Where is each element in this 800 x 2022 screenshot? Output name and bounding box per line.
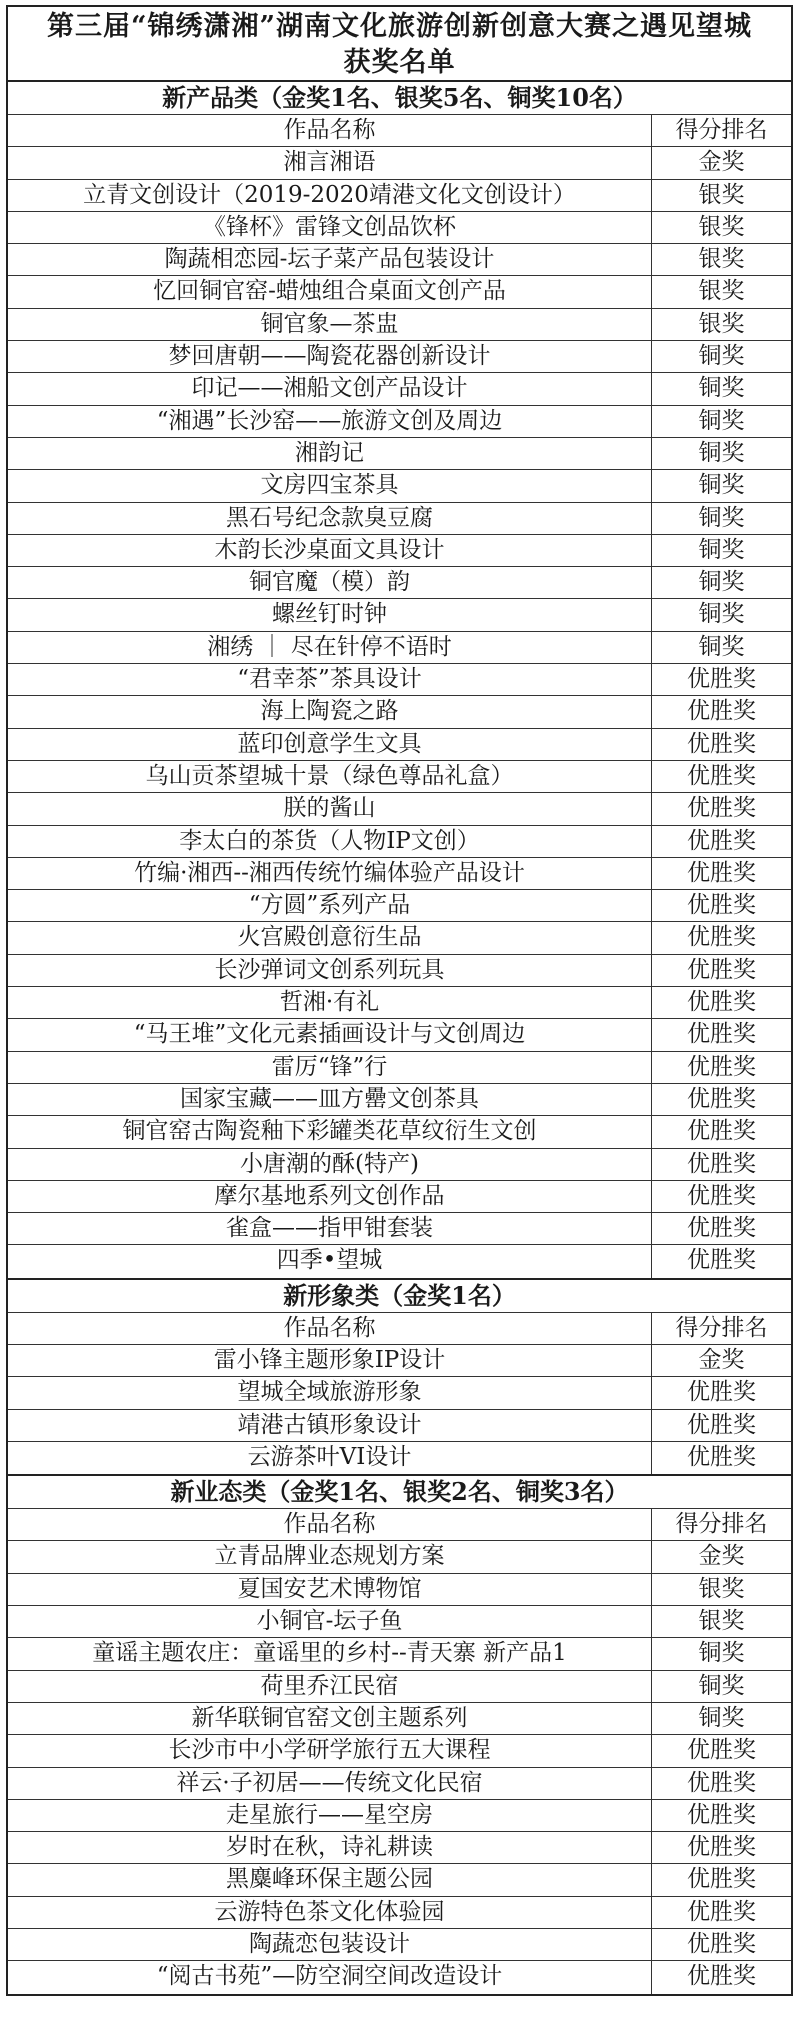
entry-rank: 优胜奖 (687, 859, 756, 886)
entry-rank: 银奖 (698, 213, 745, 240)
entry-rank: 铜奖 (698, 601, 745, 628)
title-line-2: 获奖名单 (343, 47, 456, 78)
table-row (8, 890, 791, 922)
entry-name: 雷小锋主题形象IP设计 (8, 1345, 652, 1376)
table-row (8, 1864, 791, 1896)
table-row (8, 826, 791, 858)
entry-name: 蓝印创意学生文具 (8, 729, 652, 760)
entry-rank: 优胜奖 (687, 730, 756, 757)
table-row (8, 1606, 791, 1638)
award-section (8, 1280, 791, 1476)
table-title (8, 7, 791, 82)
table-row (8, 1084, 791, 1116)
table-row (8, 147, 791, 179)
entry-name: 黑麋峰环保主题公园 (8, 1864, 652, 1895)
entry-rank: 优胜奖 (687, 1379, 756, 1406)
entry-rank: 优胜奖 (687, 666, 756, 693)
entry-rank: 铜奖 (698, 1672, 745, 1699)
entry-name: 海上陶瓷之路 (8, 696, 652, 727)
column-header-row (8, 1509, 791, 1541)
entry-name: 走星旅行——星空房 (8, 1800, 652, 1831)
table-row (8, 1410, 791, 1442)
entry-name: 梦回唐朝——陶瓷花器创新设计 (8, 341, 652, 372)
entry-rank: 铜奖 (698, 536, 745, 563)
entry-rank: 优胜奖 (687, 1866, 756, 1893)
table-row (8, 1638, 791, 1670)
entry-name: 湘绣 ｜ 尽在针停不语时 (8, 632, 652, 663)
entry-rank: 优胜奖 (687, 1150, 756, 1177)
table-row (8, 535, 791, 567)
column-header-rank: 得分排名 (675, 1314, 768, 1341)
column-header-row (8, 115, 791, 147)
entry-name: 火宫殿创意衍生品 (8, 922, 652, 953)
entry-name: 长沙市中小学研学旅行五大课程 (8, 1735, 652, 1766)
entry-rank: 铜奖 (698, 1704, 745, 1731)
entry-name: 李太白的茶货（人物IP文创） (8, 826, 652, 857)
entry-rank: 优胜奖 (687, 924, 756, 951)
entry-rank: 优胜奖 (687, 1769, 756, 1796)
entry-rank: 优胜奖 (687, 1085, 756, 1112)
entry-name: 小唐潮的酥(特产) (8, 1149, 652, 1180)
section-heading: 新产品类（金奖1名、银奖5名、铜奖10名） (8, 82, 791, 115)
table-row (8, 309, 791, 341)
table-row (8, 1345, 791, 1377)
award-table (6, 5, 793, 1996)
column-header-name: 作品名称 (8, 1313, 652, 1344)
table-row (8, 1961, 791, 1993)
entry-rank: 优胜奖 (687, 1443, 756, 1470)
entry-rank: 铜奖 (698, 375, 745, 402)
table-row (8, 1052, 791, 1084)
entry-name: “马王堆”文化元素插画设计与文创周边 (8, 1019, 652, 1050)
table-row (8, 729, 791, 761)
column-header-name: 作品名称 (8, 1509, 652, 1540)
entry-rank: 优胜奖 (687, 1182, 756, 1209)
table-row (8, 1442, 791, 1474)
table-row (8, 987, 791, 1019)
table-row (8, 438, 791, 470)
entry-name: 哲湘·有礼 (8, 987, 652, 1018)
table-row (8, 180, 791, 212)
entry-rank: 优胜奖 (687, 1118, 756, 1145)
entry-rank: 银奖 (698, 278, 745, 305)
table-row (8, 1574, 791, 1606)
entry-name: 《锋杯》雷锋文创品饮杯 (8, 212, 652, 243)
entry-name: “阅古书苑”—防空洞空间改造设计 (8, 1961, 652, 1993)
entry-rank: 金奖 (698, 1346, 745, 1373)
entry-name: 国家宝藏——皿方罍文创茶具 (8, 1084, 652, 1115)
entry-rank: 优胜奖 (687, 1898, 756, 1925)
section-heading: 新业态类（金奖1名、银奖2名、铜奖3名） (8, 1476, 791, 1509)
entry-rank: 铜奖 (698, 504, 745, 531)
entry-name: 云游茶叶VI设计 (8, 1442, 652, 1474)
entry-name: 立青文创设计（2019-2020靖港文化文创设计） (8, 180, 652, 211)
entry-name: 螺丝钉时钟 (8, 599, 652, 630)
table-row (8, 1181, 791, 1213)
table-row (8, 1897, 791, 1929)
entry-rank: 银奖 (698, 1575, 745, 1602)
table-row (8, 1832, 791, 1864)
entry-rank: 银奖 (698, 181, 745, 208)
entry-name: 忆回铜官窑-蜡烛组合桌面文创产品 (8, 276, 652, 307)
entry-name: 云游特色茶文化体验园 (8, 1897, 652, 1928)
entry-rank: 金奖 (698, 149, 745, 176)
entry-name: 印记——湘船文创产品设计 (8, 373, 652, 404)
table-row (8, 1800, 791, 1832)
column-header-rank: 得分排名 (675, 1511, 768, 1538)
entry-name: 四季•望城 (8, 1245, 652, 1277)
entry-rank: 铜奖 (698, 439, 745, 466)
table-row (8, 1768, 791, 1800)
table-row (8, 373, 791, 405)
entry-name: 童谣主题农庄：童谣里的乡村--青天寨 新产品1 (8, 1638, 652, 1669)
entry-name: 乌山贡茶望城十景（绿色尊品礼盒） (8, 761, 652, 792)
entry-rank: 优胜奖 (687, 762, 756, 789)
entry-rank: 优胜奖 (687, 795, 756, 822)
entry-rank: 优胜奖 (687, 1801, 756, 1828)
entry-name: 铜官魔（模）韵 (8, 567, 652, 598)
entry-name: 湘韵记 (8, 438, 652, 469)
entry-rank: 金奖 (698, 1543, 745, 1570)
table-row (8, 632, 791, 664)
entry-name: 靖港古镇形象设计 (8, 1410, 652, 1441)
table-row (8, 1671, 791, 1703)
table-row (8, 1377, 791, 1409)
table-row (8, 212, 791, 244)
table-row (8, 1213, 791, 1245)
table-row (8, 341, 791, 373)
entry-rank: 优胜奖 (687, 827, 756, 854)
table-row (8, 406, 791, 438)
entry-rank: 优胜奖 (687, 1247, 756, 1274)
entry-rank: 优胜奖 (687, 1834, 756, 1861)
entry-name: 小铜官-坛子鱼 (8, 1606, 652, 1637)
table-row (8, 922, 791, 954)
title-line-1: 第三届“锦绣潇湘”湖南文化旅游创新创意大赛之遇见望城 (46, 11, 753, 42)
entry-name: 长沙弹词文创系列玩具 (8, 955, 652, 986)
entry-rank: 银奖 (698, 246, 745, 273)
column-header-row (8, 1313, 791, 1345)
entry-name: 铜官象—茶盅 (8, 309, 652, 340)
table-row (8, 696, 791, 728)
entry-name: 陶蔬相恋园-坛子菜产品包装设计 (8, 244, 652, 275)
entry-rank: 铜奖 (698, 1640, 745, 1667)
table-row (8, 470, 791, 502)
entry-name: 荷里乔江民宿 (8, 1671, 652, 1702)
entry-name: 铜官窑古陶瓷釉下彩罐类花草纹衍生文创 (8, 1116, 652, 1147)
entry-rank: 优胜奖 (687, 1215, 756, 1242)
table-row (8, 1019, 791, 1051)
entry-rank: 银奖 (698, 310, 745, 337)
award-section (8, 82, 791, 1280)
column-header-rank: 得分排名 (675, 117, 768, 143)
entry-rank: 优胜奖 (687, 956, 756, 983)
table-row (8, 599, 791, 631)
entry-name: 湘言湘语 (8, 147, 652, 178)
table-row (8, 1735, 791, 1767)
table-row (8, 503, 791, 535)
table-row (8, 858, 791, 890)
entry-rank: 优胜奖 (687, 1931, 756, 1958)
sections-container (8, 82, 791, 1994)
entry-rank: 优胜奖 (687, 1411, 756, 1438)
table-row (8, 567, 791, 599)
table-row (8, 1149, 791, 1181)
entry-rank: 优胜奖 (687, 698, 756, 725)
entry-name: 祥云·子初居——传统文化民宿 (8, 1768, 652, 1799)
column-header-name: 作品名称 (8, 115, 652, 146)
section-heading: 新形象类（金奖1名） (8, 1280, 791, 1313)
table-row (8, 1703, 791, 1735)
entry-name: 岁时在秋，诗礼耕读 (8, 1832, 652, 1863)
entry-rank: 优胜奖 (687, 989, 756, 1016)
table-row (8, 664, 791, 696)
entry-name: 望城全域旅游形象 (8, 1377, 652, 1408)
entry-rank: 铜奖 (698, 569, 745, 596)
table-row (8, 761, 791, 793)
table-row (8, 955, 791, 987)
entry-rank: 铜奖 (698, 407, 745, 434)
table-row (8, 276, 791, 308)
entry-name: 雀盒——指甲钳套装 (8, 1213, 652, 1244)
table-row (8, 1245, 791, 1277)
entry-name: 新华联铜官窑文创主题系列 (8, 1703, 652, 1734)
entry-rank: 优胜奖 (687, 1963, 756, 1990)
entry-name: 雷厉“锋”行 (8, 1052, 652, 1083)
entry-name: 竹编·湘西--湘西传统竹编体验产品设计 (8, 858, 652, 889)
entry-rank: 优胜奖 (687, 1021, 756, 1048)
table-row (8, 793, 791, 825)
entry-rank: 铜奖 (698, 633, 745, 660)
table-row (8, 1541, 791, 1573)
entry-rank: 铜奖 (698, 472, 745, 499)
entry-rank: 优胜奖 (687, 892, 756, 919)
award-section (8, 1476, 791, 1993)
entry-name: 立青品牌业态规划方案 (8, 1541, 652, 1572)
entry-name: 文房四宝茶具 (8, 470, 652, 501)
entry-name: “方圆”系列产品 (8, 890, 652, 921)
entry-name: 木韵长沙桌面文具设计 (8, 535, 652, 566)
entry-name: “湘遇”长沙窑——旅游文创及周边 (8, 406, 652, 437)
table-row (8, 1929, 791, 1961)
entry-rank: 银奖 (698, 1608, 745, 1635)
table-row (8, 244, 791, 276)
entry-name: 陶蔬恋包装设计 (8, 1929, 652, 1960)
entry-rank: 优胜奖 (687, 1737, 756, 1764)
table-row (8, 1116, 791, 1148)
entry-name: 摩尔基地系列文创作品 (8, 1181, 652, 1212)
entry-rank: 铜奖 (698, 343, 745, 370)
entry-name: 朕的酱山 (8, 793, 652, 824)
entry-name: “君幸茶”茶具设计 (8, 664, 652, 695)
entry-rank: 优胜奖 (687, 1053, 756, 1080)
entry-name: 夏国安艺术博物馆 (8, 1574, 652, 1605)
entry-name: 黑石号纪念款臭豆腐 (8, 503, 652, 534)
